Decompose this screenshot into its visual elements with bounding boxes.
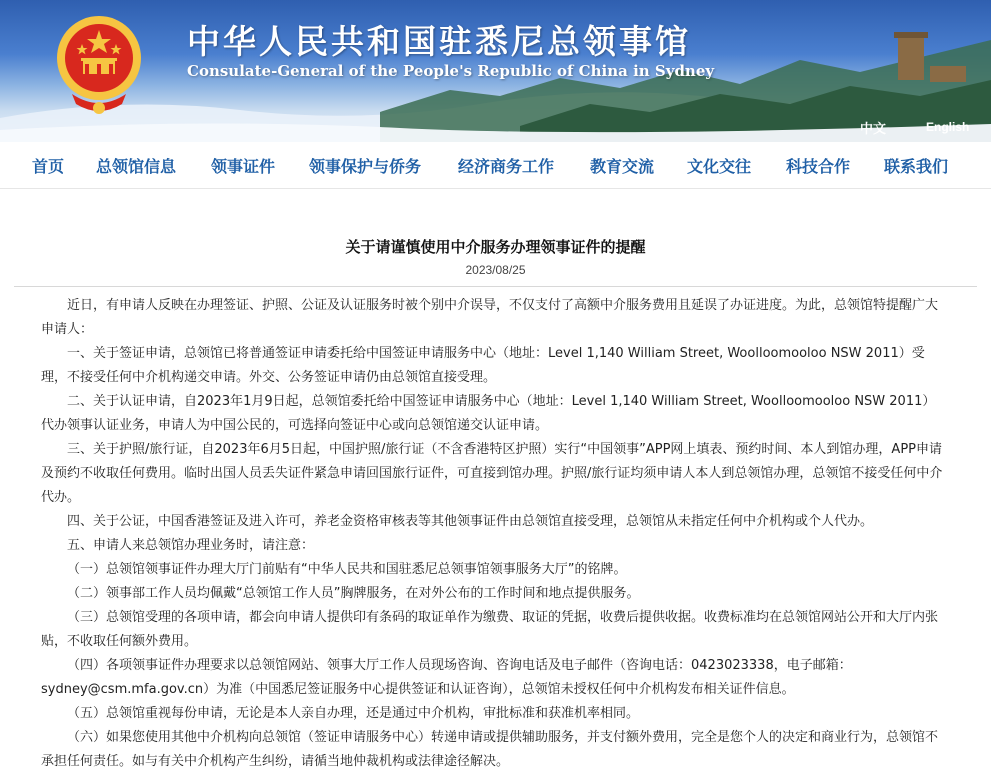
site-title-en: Consulate-General of the People's Republic of China in Sydney — [187, 62, 715, 80]
title-divider — [14, 286, 977, 287]
nav-item-science-tech[interactable]: 科技合作 — [786, 157, 851, 176]
nav-item-culture[interactable]: 文化交往 — [687, 157, 752, 176]
article-date: 2023/08/25 — [465, 263, 526, 277]
paragraph-notice-1: （一）总领馆领事证件办理大厅门前贴有“中华人民共和国驻悉尼总领事馆领事服务大厅”的铭牌。 — [67, 562, 627, 577]
nav-item-education[interactable]: 教育交流 — [590, 157, 655, 176]
nav-item-contact-us[interactable]: 联系我们 — [884, 157, 949, 176]
nav-item-consular-protection[interactable]: 领事保护与侨务 — [309, 157, 422, 176]
main-nav — [0, 142, 991, 189]
paragraph-authentication: 二、关于认证申请，自2023年1月9日起，总领馆委托给中国签证申请服务中心（地址：Level 1,140 William Street, Woolloomooloo NSW 2011）代办领事认证业务，申请人为中国公民的，可选择向签证中心或向总领馆递交认证申请。 — [41, 394, 936, 433]
paragraph-passport: 三、关于护照/旅行证，自2023年6月5日起，中国护照/旅行证（不含香港特区护照）实行“中国领事”APP网上填表、预约时间、本人到馆办理，APP申请及预约不收取任何费用。临时出国人员丢失证件紧急申请回国旅行证件，可直接到馆办理。护照/旅行证均须申请人本人到总领馆办理，总领馆不接受任何中介代办。 — [41, 442, 943, 505]
article-body — [41, 294, 946, 774]
header-banner — [0, 0, 991, 142]
paragraph-notice-4: （四）各项领事证件办理要求以总领馆网站、领事大厅工作人员现场咨询、咨询电话及电子邮件（咨询电话：0423023338，电子邮箱：sydney@csm.mfa.gov.cn）为准（中国悉尼签证服务中心提供签证和认证咨询），总领馆未授权任何中介机构发布相关证件信息。 — [41, 658, 852, 697]
paragraph-notarization: 四、关于公证，中国香港签证及进入许可，养老金资格审核表等其他领事证件由总领馆直接受理，总领馆从未指定任何中介机构或个人代办。 — [67, 514, 874, 529]
paragraph-notice-heading: 五、申请人来总领馆办理业务时，请注意： — [67, 538, 315, 553]
paragraph-notice-5: （五）总领馆重视每份申请，无论是本人亲自办理，还是通过中介机构，审批标准和获准机率相同。 — [67, 706, 640, 721]
nav-item-consulate-info[interactable]: 总领馆信息 — [96, 157, 177, 176]
paragraph-intro: 近日，有申请人反映在办理签证、护照、公证及认证服务时被个别中介误导，不仅支付了高额中介服务费用且延误了办证进度。为此，总领馆特提醒广大申请人： — [41, 298, 939, 337]
paragraph-notice-6: （六）如果您使用其他中介机构向总领馆（签证申请服务中心）转递申请或提供辅助服务，并支付额外费用，完全是您个人的决定和商业行为，总领馆不承担任何责任。如与有关中介机构产生纠纷，请循当地仲裁机构或法律途径解决。 — [41, 730, 939, 769]
site-title-cn: 中华人民共和国驻悉尼总领事馆 — [187, 22, 691, 61]
national-emblem-logo — [52, 8, 146, 126]
paragraph-notice-2: （二）领事部工作人员均佩戴“总领馆工作人员”胸牌服务，在对外公布的工作时间和地点提供服务。 — [67, 586, 640, 601]
paragraph-visa: 一、关于签证申请，总领馆已将普通签证申请委托给中国签证申请服务中心（地址：Level 1,140 William Street, Woolloomooloo NSW 2011）受理，不接受任何中介机构递交申请。外交、公务签证申请仍由总领馆直接受理。 — [41, 346, 925, 385]
language-link-chinese[interactable]: 中文 — [860, 122, 887, 137]
nav-item-economic-affairs[interactable]: 经济商务工作 — [458, 157, 555, 176]
nav-item-home[interactable]: 首页 — [32, 157, 65, 176]
paragraph-notice-3: （三）总领馆受理的各项申请，都会向申请人提供印有条码的取证单作为缴费、取证的凭据，收费后提供收据。收费标准均在总领馆网站公开和大厅内张贴，不收取任何额外费用。 — [41, 610, 939, 649]
article-title: 关于请谨慎使用中介服务办理领事证件的提醒 — [345, 238, 646, 256]
nav-item-consular-documents[interactable]: 领事证件 — [211, 157, 276, 176]
language-link-english[interactable]: English — [926, 120, 970, 134]
